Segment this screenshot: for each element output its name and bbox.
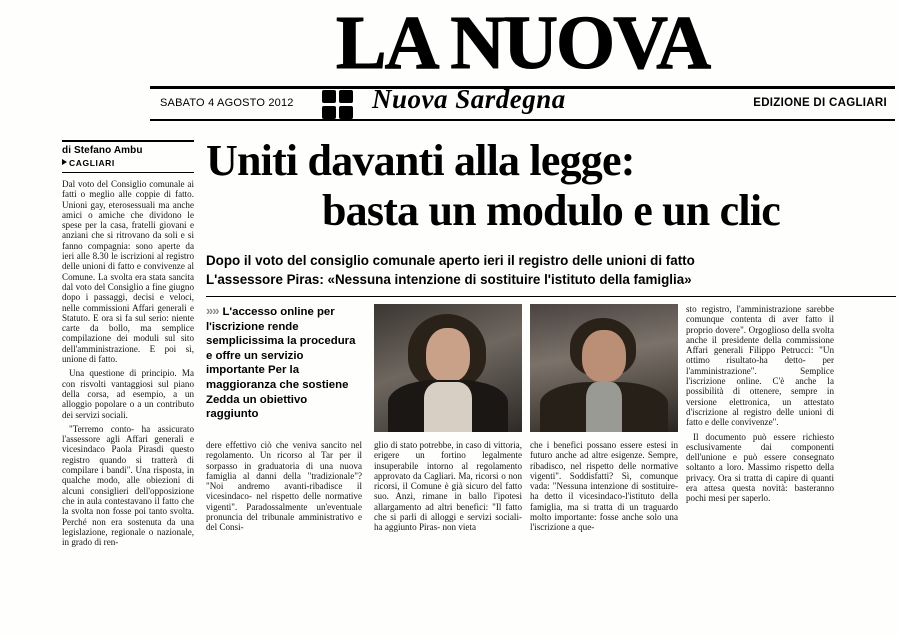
headline-line-2: basta un modulo e un clic	[322, 186, 780, 235]
left-rail	[62, 140, 194, 551]
article-column-d	[686, 304, 834, 624]
byline-place-label: CAGLIARI	[69, 158, 115, 168]
byline-rule-top	[62, 140, 194, 142]
byline-author: di Stefano Ambu	[62, 145, 143, 156]
paragraph: Il documento può essere richiesto esclusivamente dai componenti dell'unione e può essere consegnato soltanto a loro. Massimo rispetto della privacy. Ora si tratta di capire di quanti era attesa questa novità: basteranno pochi mesi per saperlo.	[686, 431, 834, 504]
paragraph: "Terremo conto- ha assicurato l'assessore agli Affari generali e vicesindaco Paola Pirasdi questo registro quando si tratterà di compilare i bandi". Una risposta, in qualche modo, alle obiezioni di alcuni consiglieri dell'opposizione che in aula contestavano il fatto che la svolta non fosse poi tanto svolta. Perché non era sostenuta da una legislazione, regionale o nazionale, in grado di ren-	[62, 423, 194, 548]
subheadline-line-1: Dopo il voto del consiglio comunale aperto ieri il registro delle unioni di fatto	[206, 253, 695, 268]
substrip-rule	[150, 119, 895, 121]
four-squares-logo-icon	[322, 90, 356, 120]
pull-quote	[206, 304, 362, 422]
paragraph: dere effettivo ciò che veniva sancito nel regolamento. Un ricorso al Tar per il sorpasso in graduatoria di una nuova famiglia al danni della "tradizionale"? "Noi andremo avanti-ribadisce il vicesindaco- nel rispetto delle normative vigenti". Paradossalmente un'eventuale pronuncia del tribunale amministrativo e del Consi-	[206, 440, 362, 533]
article-column-rail	[62, 179, 194, 547]
pull-quote-text: L'accesso online per l'iscrizione rende semplicissima la procedura e offre un servizio importante Per la maggioranza che sostiene Zedda un obiettivo raggiunto	[206, 306, 356, 421]
article-column-a	[206, 440, 362, 620]
masthead-script-title: Nuova Sardegna	[372, 84, 566, 114]
headline-line-1: Uniti davanti alla legge:	[206, 136, 635, 185]
byline-place	[62, 158, 194, 168]
paragraph: che i benefici possano essere estesi in futuro anche ad altre esigenze. Sempre, ribadisco, nel rispetto delle normative vigenti". Soddisfatti? Sì, comunque vada: "Nessuna intenzione di sostituire- ha detto il vicesindaco-l'istituto della famiglia, ma si tratta di un traguardo molto importante: fosse anche solo una l'iscrizione a que-	[530, 440, 678, 533]
paragraph: sto registro, l'amministrazione sarebbe comunque contenta di aver fatto il proprio dovere". Orgoglioso della svolta anche il presidente della commissione Affari generali Filippo Petrucci: "Un ottimo risultato-ha detto- per l'amministrazione". Semplice l'iscrizione online. C'è anche la possibilità di ottenere, sempre in versione elettronica, un attestato d'iscrizione al registro delle unioni di fatto e delle convivenze".	[686, 304, 834, 428]
paragraph: Dal voto del Consiglio comunale ai fatti o meglio alle coppie di fatto. Unioni gay, eterosessuali ma anche amici o amiche che dividono le spese per la casa, fratelli giovani e anziani che si ritrovano da soli e si fanno compagnia: sono aperte da ieri alle 8.30 le iscrizioni al registro delle unioni di fatto e convivenze al Comune. La svolta era stata sancita dal voto del Consiglio a fine giugno dopo i passaggi, decisi e veloci, nelle commissioni Affari generali e Statuto. E ora si fa sul serio: niente carte da bollo, ma semplice compilazione dei moduli sul sito dell'amministrazione. E poi sì, unione di fatto.	[62, 179, 194, 365]
headline	[206, 136, 896, 236]
edition-label: EDIZIONE DI CAGLIARI	[753, 97, 887, 109]
issue-date: SABATO 4 AGOSTO 2012	[160, 97, 294, 109]
subheadline-rule	[206, 296, 896, 297]
paragraph: Una questione di principio. Ma con risvolti vantaggiosi sul piano della corsa, ad esempio, a un alloggio popolare o a un contributo dei servizi sociali.	[62, 368, 194, 420]
masthead-substrip	[150, 84, 895, 122]
photo-assessore-piras	[374, 304, 522, 432]
article-column-b	[374, 440, 522, 620]
photo-vicesindaco	[530, 304, 678, 432]
paragraph: glio di stato potrebbe, in caso di vittoria, erigere un fortino legalmente insuperabile intorno al regolamento approvato da Cagliari. Ma, ricorsi o non ricorsi, il Comune è già sicuro del fatto suo. Anzi, rimane in ballo l'ipotesi allargamento ad altri benefici: "Il fatto che si parli di alloggi e servizi sociali- ha aggiunto Piras- non vieta	[374, 440, 522, 533]
masthead-title: LA NUOVA	[335, 1, 710, 85]
subheadline	[206, 252, 896, 289]
double-chevron-icon: »»	[206, 303, 219, 318]
article-column-c	[530, 440, 678, 620]
byline-rule-bottom	[62, 172, 194, 173]
subheadline-line-2: L'assessore Piras: «Nessuna intenzione di sostituire l'istituto della famiglia»	[206, 271, 692, 287]
